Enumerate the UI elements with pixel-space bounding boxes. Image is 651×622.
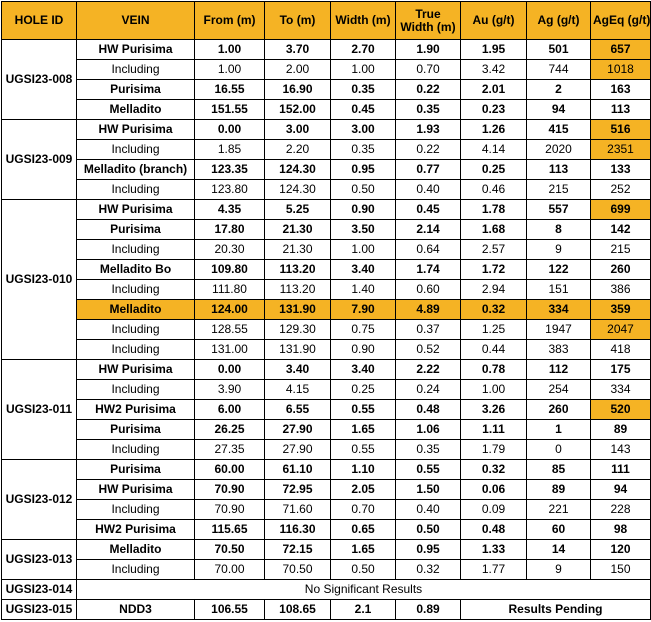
table-row bbox=[2, 380, 651, 400]
to-cell: 124.30 bbox=[265, 160, 331, 180]
width-cell: 3.50 bbox=[331, 220, 396, 240]
width-cell: 0.35 bbox=[331, 140, 396, 160]
true-width-cell: 0.22 bbox=[396, 80, 461, 100]
from-cell: 27.35 bbox=[195, 440, 265, 460]
vein-cell: Including bbox=[77, 180, 195, 200]
width-cell: 0.70 bbox=[331, 500, 396, 520]
au-header: Au (g/t) bbox=[461, 2, 527, 40]
ageq-cell: 120 bbox=[591, 540, 651, 560]
hole-id-cell: UGSI23-015 bbox=[2, 600, 77, 620]
true-width-cell: 0.77 bbox=[396, 160, 461, 180]
table-row bbox=[2, 560, 651, 580]
true-width-cell: 0.40 bbox=[396, 500, 461, 520]
true-width-cell: 1.90 bbox=[396, 40, 461, 60]
to-cell: 2.00 bbox=[265, 60, 331, 80]
width-cell: 0.25 bbox=[331, 380, 396, 400]
ageq-cell: 699 bbox=[591, 200, 651, 220]
table-row bbox=[2, 200, 651, 220]
ag-cell: 557 bbox=[527, 200, 591, 220]
au-cell: 1.79 bbox=[461, 440, 527, 460]
from-cell: 70.00 bbox=[195, 560, 265, 580]
true-width-cell: 1.06 bbox=[396, 420, 461, 440]
true-width-cell: 0.52 bbox=[396, 340, 461, 360]
table-row bbox=[2, 320, 651, 340]
true-width-cell: 0.55 bbox=[396, 460, 461, 480]
from-cell: 115.65 bbox=[195, 520, 265, 540]
from-cell: 111.80 bbox=[195, 280, 265, 300]
au-cell: 0.09 bbox=[461, 500, 527, 520]
width-cell: 1.10 bbox=[331, 460, 396, 480]
au-cell: 0.32 bbox=[461, 300, 527, 320]
au-cell: 1.25 bbox=[461, 320, 527, 340]
ag-cell: 1 bbox=[527, 420, 591, 440]
true-width-cell: 0.45 bbox=[396, 200, 461, 220]
ag-header: Ag (g/t) bbox=[527, 2, 591, 40]
from-cell: 123.35 bbox=[195, 160, 265, 180]
table-row bbox=[2, 400, 651, 420]
au-cell: 0.25 bbox=[461, 160, 527, 180]
ageq-cell: 89 bbox=[591, 420, 651, 440]
ag-cell: 260 bbox=[527, 400, 591, 420]
from-cell: 17.80 bbox=[195, 220, 265, 240]
ag-cell: 1947 bbox=[527, 320, 591, 340]
to-cell: 27.90 bbox=[265, 440, 331, 460]
au-cell: 2.57 bbox=[461, 240, 527, 260]
ag-cell: 744 bbox=[527, 60, 591, 80]
table-row bbox=[2, 460, 651, 480]
table-row bbox=[2, 120, 651, 140]
vein-cell: Purisima bbox=[77, 460, 195, 480]
hole-id-cell: UGSI23-011 bbox=[2, 360, 77, 460]
width-cell: 0.75 bbox=[331, 320, 396, 340]
true-width-cell: 0.60 bbox=[396, 280, 461, 300]
width-cell: 1.65 bbox=[331, 420, 396, 440]
width-cell: 0.95 bbox=[331, 160, 396, 180]
ageq-cell: 142 bbox=[591, 220, 651, 240]
from-cell: 151.55 bbox=[195, 100, 265, 120]
table-row bbox=[2, 260, 651, 280]
to-cell: 3.00 bbox=[265, 120, 331, 140]
true-width-cell: 0.35 bbox=[396, 100, 461, 120]
ag-cell: 9 bbox=[527, 240, 591, 260]
true-width-cell: 1.50 bbox=[396, 480, 461, 500]
from-cell: 16.55 bbox=[195, 80, 265, 100]
width-header: Width (m) bbox=[331, 2, 396, 40]
vein-cell: Melladito Bo bbox=[77, 260, 195, 280]
to-cell: 113.20 bbox=[265, 260, 331, 280]
table-row bbox=[2, 480, 651, 500]
au-cell: 3.42 bbox=[461, 60, 527, 80]
table-row bbox=[2, 220, 651, 240]
table-row bbox=[2, 440, 651, 460]
vein-cell: Including bbox=[77, 340, 195, 360]
vein-cell: HW2 Purisima bbox=[77, 400, 195, 420]
table-row bbox=[2, 540, 651, 560]
header-row bbox=[2, 2, 651, 40]
hole-id-cell: UGSI23-012 bbox=[2, 460, 77, 540]
from-cell: 3.90 bbox=[195, 380, 265, 400]
width-cell: 0.50 bbox=[331, 180, 396, 200]
au-cell: 2.01 bbox=[461, 80, 527, 100]
to-header: To (m) bbox=[265, 2, 331, 40]
ageq-cell: 94 bbox=[591, 480, 651, 500]
ageq-cell: 516 bbox=[591, 120, 651, 140]
width-cell: 0.90 bbox=[331, 200, 396, 220]
ageq-header: AgEq (g/t) bbox=[591, 2, 651, 40]
ageq-cell: 386 bbox=[591, 280, 651, 300]
from-header: From (m) bbox=[195, 2, 265, 40]
true-width-cell: 0.50 bbox=[396, 520, 461, 540]
au-cell: 2.94 bbox=[461, 280, 527, 300]
to-cell: 131.90 bbox=[265, 300, 331, 320]
ag-cell: 112 bbox=[527, 360, 591, 380]
true-width-header: True Width (m) bbox=[396, 2, 461, 40]
ageq-cell: 228 bbox=[591, 500, 651, 520]
width-cell: 0.35 bbox=[331, 80, 396, 100]
vein-cell: Including bbox=[77, 140, 195, 160]
ag-cell: 2020 bbox=[527, 140, 591, 160]
au-cell: 0.23 bbox=[461, 100, 527, 120]
width-cell: 2.1 bbox=[331, 600, 396, 620]
no-results-note: No Significant Results bbox=[77, 580, 651, 600]
width-cell: 3.40 bbox=[331, 360, 396, 380]
au-cell: 0.48 bbox=[461, 520, 527, 540]
ageq-cell: 334 bbox=[591, 380, 651, 400]
vein-cell: Including bbox=[77, 500, 195, 520]
table-row bbox=[2, 360, 651, 380]
to-cell: 116.30 bbox=[265, 520, 331, 540]
to-cell: 72.95 bbox=[265, 480, 331, 500]
ag-cell: 113 bbox=[527, 160, 591, 180]
to-cell: 21.30 bbox=[265, 220, 331, 240]
table-row bbox=[2, 160, 651, 180]
vein-cell: Melladito (branch) bbox=[77, 160, 195, 180]
true-width-cell: 2.22 bbox=[396, 360, 461, 380]
ageq-cell: 520 bbox=[591, 400, 651, 420]
true-width-cell: 0.70 bbox=[396, 60, 461, 80]
au-cell: 1.33 bbox=[461, 540, 527, 560]
ag-cell: 383 bbox=[527, 340, 591, 360]
vein-cell: HW Purisima bbox=[77, 480, 195, 500]
from-cell: 26.25 bbox=[195, 420, 265, 440]
table-row bbox=[2, 520, 651, 540]
ag-cell: 122 bbox=[527, 260, 591, 280]
ageq-cell: 133 bbox=[591, 160, 651, 180]
au-cell: 4.14 bbox=[461, 140, 527, 160]
ag-cell: 501 bbox=[527, 40, 591, 60]
from-cell: 106.55 bbox=[195, 600, 265, 620]
table-row bbox=[2, 80, 651, 100]
true-width-cell: 0.89 bbox=[396, 600, 461, 620]
ag-cell: 2 bbox=[527, 80, 591, 100]
ageq-cell: 163 bbox=[591, 80, 651, 100]
width-cell: 3.00 bbox=[331, 120, 396, 140]
ag-cell: 334 bbox=[527, 300, 591, 320]
from-cell: 0.00 bbox=[195, 120, 265, 140]
to-cell: 71.60 bbox=[265, 500, 331, 520]
au-cell: 1.95 bbox=[461, 40, 527, 60]
table-row bbox=[2, 180, 651, 200]
width-cell: 7.90 bbox=[331, 300, 396, 320]
hole-id-cell: UGSI23-008 bbox=[2, 40, 77, 120]
table-row bbox=[2, 40, 651, 60]
ag-cell: 60 bbox=[527, 520, 591, 540]
table-header bbox=[2, 2, 651, 40]
vein-cell: HW2 Purisima bbox=[77, 520, 195, 540]
to-cell: 6.55 bbox=[265, 400, 331, 420]
results-pending-note: Results Pending bbox=[461, 600, 651, 620]
ageq-cell: 359 bbox=[591, 300, 651, 320]
vein-cell: NDD3 bbox=[77, 600, 195, 620]
width-cell: 2.70 bbox=[331, 40, 396, 60]
ageq-cell: 215 bbox=[591, 240, 651, 260]
to-cell: 16.90 bbox=[265, 80, 331, 100]
width-cell: 0.45 bbox=[331, 100, 396, 120]
ageq-cell: 2351 bbox=[591, 140, 651, 160]
vein-cell: Melladito bbox=[77, 540, 195, 560]
from-cell: 60.00 bbox=[195, 460, 265, 480]
to-cell: 27.90 bbox=[265, 420, 331, 440]
au-cell: 0.78 bbox=[461, 360, 527, 380]
true-width-cell: 0.35 bbox=[396, 440, 461, 460]
true-width-cell: 0.48 bbox=[396, 400, 461, 420]
au-cell: 1.77 bbox=[461, 560, 527, 580]
au-cell: 1.00 bbox=[461, 380, 527, 400]
vein-cell: Including bbox=[77, 320, 195, 340]
width-cell: 1.00 bbox=[331, 60, 396, 80]
hole-id-cell: UGSI23-013 bbox=[2, 540, 77, 580]
true-width-cell: 0.37 bbox=[396, 320, 461, 340]
table-row bbox=[2, 280, 651, 300]
ageq-cell: 113 bbox=[591, 100, 651, 120]
true-width-cell: 1.93 bbox=[396, 120, 461, 140]
vein-cell: HW Purisima bbox=[77, 360, 195, 380]
from-cell: 0.00 bbox=[195, 360, 265, 380]
true-width-cell: 0.95 bbox=[396, 540, 461, 560]
ageq-cell: 175 bbox=[591, 360, 651, 380]
true-width-cell: 2.14 bbox=[396, 220, 461, 240]
to-cell: 5.25 bbox=[265, 200, 331, 220]
from-cell: 70.50 bbox=[195, 540, 265, 560]
vein-cell: Including bbox=[77, 560, 195, 580]
ageq-cell: 418 bbox=[591, 340, 651, 360]
ag-cell: 0 bbox=[527, 440, 591, 460]
au-cell: 1.72 bbox=[461, 260, 527, 280]
to-cell: 2.20 bbox=[265, 140, 331, 160]
au-cell: 0.44 bbox=[461, 340, 527, 360]
table-row bbox=[2, 240, 651, 260]
width-cell: 0.65 bbox=[331, 520, 396, 540]
table-body bbox=[2, 40, 651, 620]
ageq-cell: 2047 bbox=[591, 320, 651, 340]
to-cell: 3.70 bbox=[265, 40, 331, 60]
to-cell: 21.30 bbox=[265, 240, 331, 260]
ag-cell: 415 bbox=[527, 120, 591, 140]
to-cell: 70.50 bbox=[265, 560, 331, 580]
vein-cell: Purisima bbox=[77, 80, 195, 100]
from-cell: 1.00 bbox=[195, 60, 265, 80]
from-cell: 109.80 bbox=[195, 260, 265, 280]
ageq-cell: 252 bbox=[591, 180, 651, 200]
ageq-cell: 260 bbox=[591, 260, 651, 280]
to-cell: 3.40 bbox=[265, 360, 331, 380]
to-cell: 131.90 bbox=[265, 340, 331, 360]
from-cell: 131.00 bbox=[195, 340, 265, 360]
ageq-cell: 143 bbox=[591, 440, 651, 460]
from-cell: 6.00 bbox=[195, 400, 265, 420]
table-row bbox=[2, 60, 651, 80]
from-cell: 128.55 bbox=[195, 320, 265, 340]
au-cell: 1.78 bbox=[461, 200, 527, 220]
true-width-cell: 4.89 bbox=[396, 300, 461, 320]
hole-id-header: HOLE ID bbox=[2, 2, 77, 40]
width-cell: 0.50 bbox=[331, 560, 396, 580]
table-row bbox=[2, 500, 651, 520]
table-row bbox=[2, 300, 651, 320]
au-cell: 1.68 bbox=[461, 220, 527, 240]
to-cell: 108.65 bbox=[265, 600, 331, 620]
from-cell: 124.00 bbox=[195, 300, 265, 320]
true-width-cell: 0.24 bbox=[396, 380, 461, 400]
vein-cell: Including bbox=[77, 60, 195, 80]
to-cell: 72.15 bbox=[265, 540, 331, 560]
au-cell: 0.06 bbox=[461, 480, 527, 500]
vein-cell: HW Purisima bbox=[77, 120, 195, 140]
true-width-cell: 0.32 bbox=[396, 560, 461, 580]
ageq-cell: 111 bbox=[591, 460, 651, 480]
true-width-cell: 0.40 bbox=[396, 180, 461, 200]
from-cell: 70.90 bbox=[195, 480, 265, 500]
to-cell: 129.30 bbox=[265, 320, 331, 340]
table-row bbox=[2, 600, 651, 620]
hole-id-cell: UGSI23-010 bbox=[2, 200, 77, 360]
width-cell: 1.40 bbox=[331, 280, 396, 300]
ag-cell: 89 bbox=[527, 480, 591, 500]
vein-cell: HW Purisima bbox=[77, 200, 195, 220]
vein-cell: HW Purisima bbox=[77, 40, 195, 60]
ag-cell: 151 bbox=[527, 280, 591, 300]
vein-cell: Purisima bbox=[77, 220, 195, 240]
ag-cell: 85 bbox=[527, 460, 591, 480]
ag-cell: 14 bbox=[527, 540, 591, 560]
from-cell: 4.35 bbox=[195, 200, 265, 220]
ag-cell: 221 bbox=[527, 500, 591, 520]
ag-cell: 215 bbox=[527, 180, 591, 200]
vein-cell: Including bbox=[77, 240, 195, 260]
from-cell: 1.00 bbox=[195, 40, 265, 60]
true-width-cell: 0.22 bbox=[396, 140, 461, 160]
to-cell: 4.15 bbox=[265, 380, 331, 400]
vein-cell: Melladito bbox=[77, 100, 195, 120]
au-cell: 1.11 bbox=[461, 420, 527, 440]
to-cell: 61.10 bbox=[265, 460, 331, 480]
au-cell: 0.32 bbox=[461, 460, 527, 480]
ageq-cell: 150 bbox=[591, 560, 651, 580]
table-row bbox=[2, 100, 651, 120]
from-cell: 123.80 bbox=[195, 180, 265, 200]
vein-cell: Melladito bbox=[77, 300, 195, 320]
true-width-cell: 0.64 bbox=[396, 240, 461, 260]
width-cell: 0.55 bbox=[331, 440, 396, 460]
vein-cell: Purisima bbox=[77, 420, 195, 440]
true-width-cell: 1.74 bbox=[396, 260, 461, 280]
ag-cell: 9 bbox=[527, 560, 591, 580]
vein-header: VEIN bbox=[77, 2, 195, 40]
width-cell: 0.55 bbox=[331, 400, 396, 420]
hole-id-cell: UGSI23-009 bbox=[2, 120, 77, 200]
vein-cell: Including bbox=[77, 380, 195, 400]
width-cell: 2.05 bbox=[331, 480, 396, 500]
vein-cell: Including bbox=[77, 440, 195, 460]
ag-cell: 254 bbox=[527, 380, 591, 400]
width-cell: 1.65 bbox=[331, 540, 396, 560]
width-cell: 3.40 bbox=[331, 260, 396, 280]
width-cell: 1.00 bbox=[331, 240, 396, 260]
hole-id-cell: UGSI23-014 bbox=[2, 580, 77, 600]
to-cell: 152.00 bbox=[265, 100, 331, 120]
au-cell: 1.26 bbox=[461, 120, 527, 140]
drill-results-table bbox=[1, 1, 651, 620]
vein-cell: Including bbox=[77, 280, 195, 300]
ag-cell: 8 bbox=[527, 220, 591, 240]
table-row bbox=[2, 340, 651, 360]
to-cell: 113.20 bbox=[265, 280, 331, 300]
au-cell: 0.46 bbox=[461, 180, 527, 200]
table-row bbox=[2, 420, 651, 440]
ageq-cell: 98 bbox=[591, 520, 651, 540]
width-cell: 0.90 bbox=[331, 340, 396, 360]
ag-cell: 94 bbox=[527, 100, 591, 120]
from-cell: 1.85 bbox=[195, 140, 265, 160]
table-row bbox=[2, 140, 651, 160]
ageq-cell: 657 bbox=[591, 40, 651, 60]
table-row bbox=[2, 580, 651, 600]
from-cell: 20.30 bbox=[195, 240, 265, 260]
au-cell: 3.26 bbox=[461, 400, 527, 420]
from-cell: 70.90 bbox=[195, 500, 265, 520]
ageq-cell: 1018 bbox=[591, 60, 651, 80]
to-cell: 124.30 bbox=[265, 180, 331, 200]
